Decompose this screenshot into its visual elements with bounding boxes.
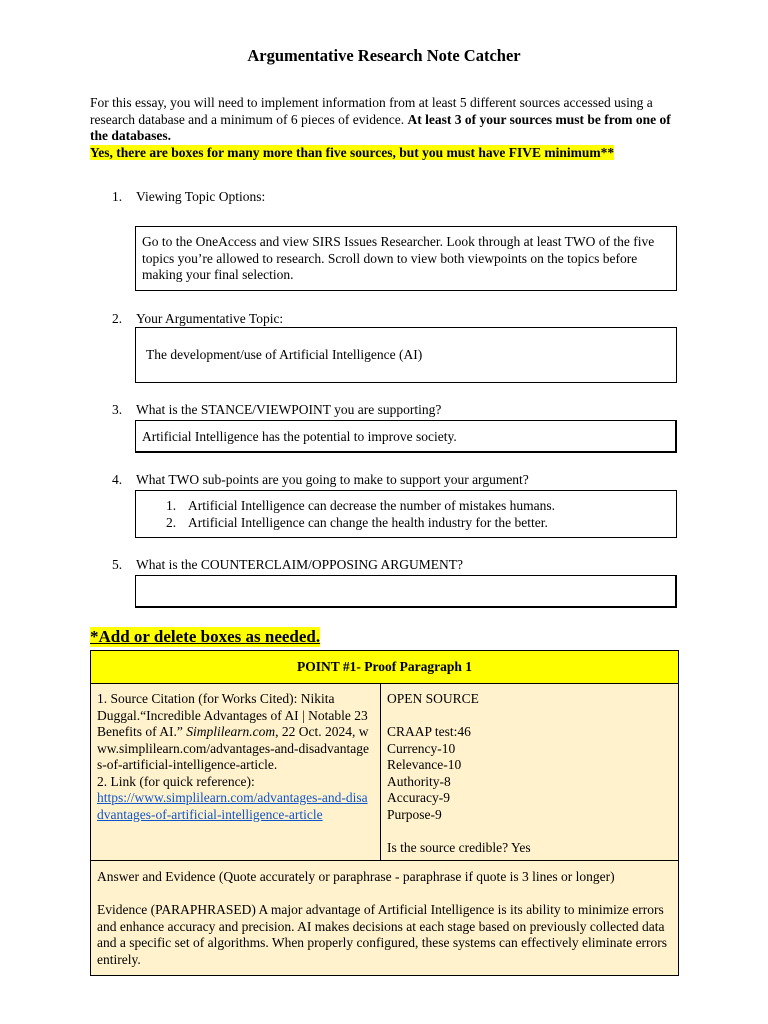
answer-box-5[interactable] <box>135 575 677 608</box>
citation-site: Simplilearn.com <box>186 724 276 739</box>
citation-suffix: , 22 Oct. 2024, www.simplilearn.com/advantages-and-disadvantages-of-artificial-intelligence-article. <box>97 724 370 772</box>
craap-accuracy: Accuracy-9 <box>387 790 450 805</box>
point-table <box>90 650 679 976</box>
question-4 <box>112 472 529 489</box>
citation-prefix: 1. Source Citation (for Works Cited): Nikita Duggal.“Incredible Advantages of AI | Notable 23 Benefits of AI.” <box>97 691 368 739</box>
evaluation-cell[interactable] <box>381 684 678 860</box>
intro-text: For this essay, you will need to implement information from at least 5 different sources accessed using a research database and a minimum of 6 pieces of evidence. <box>90 95 653 127</box>
question-label: Viewing Topic Options: <box>136 189 266 204</box>
craap-relevance: Relevance-10 <box>387 757 462 772</box>
answer-text: The development/use of Artificial Intelligence (AI) <box>146 347 423 362</box>
question-3 <box>112 402 441 419</box>
subpoint-text: Artificial Intelligence can change the health industry for the better. <box>188 514 548 530</box>
answer-text: Go to the OneAccess and view SIRS Issues Researcher. Look through at least TWO of the five topics you’re allowed to research. Scroll down to view both viewpoints on the topics before making your final selection. <box>142 234 655 282</box>
answer-box-1[interactable] <box>135 226 677 291</box>
craap-currency: Currency-10 <box>387 740 456 756</box>
question-label: What TWO sub-points are you going to make to support your argument? <box>136 472 529 487</box>
answer-box-3[interactable] <box>135 420 677 453</box>
intro-paragraph <box>90 95 680 161</box>
link-label: 2. Link (for quick reference): <box>97 773 255 789</box>
intro-bold-text: At least 3 of your sources must be from one of the databases. <box>90 111 671 143</box>
answer-box-2[interactable] <box>135 327 677 383</box>
question-number: 2. <box>112 311 123 326</box>
evidence-text: Evidence (PARAPHRASED) A major advantage of Artificial Intelligence is its ability to minimize errors and enhance accuracy and precision. AI makes decisions at each stage based on previously collected data and a specific set of algorithms. When properly configured, these systems can effectively eliminate errors entirely. <box>97 902 668 967</box>
question-number: 1. <box>112 189 123 204</box>
source-type: OPEN SOURCE <box>387 691 479 706</box>
question-number: 3. <box>112 402 123 417</box>
evidence-cell[interactable] <box>91 861 678 975</box>
subpoint-item <box>136 498 676 515</box>
point-table-header: POINT #1- Proof Paragraph 1 <box>91 651 678 684</box>
question-1 <box>112 189 265 206</box>
credibility-answer: Is the source credible? Yes <box>387 839 531 855</box>
subpoint-item <box>136 515 676 532</box>
craap-purpose: Purpose-9 <box>387 806 442 822</box>
craap-score: CRAAP test:46 <box>387 724 471 739</box>
answer-heading: Answer and Evidence (Quote accurately or paraphrase - paraphrase if quote is 3 lines or longer) <box>97 869 615 884</box>
subpoint-number: 1. <box>166 498 177 513</box>
answer-text: Artificial Intelligence has the potential to improve society. <box>142 429 457 444</box>
source-row <box>91 684 678 861</box>
question-label: What is the COUNTERCLAIM/OPPOSING ARGUMENT? <box>136 557 463 572</box>
subpoint-list <box>136 498 676 531</box>
page-title: Argumentative Research Note Catcher <box>247 46 521 65</box>
subpoint-text: Artificial Intelligence can decrease the number of mistakes humans. <box>188 498 555 513</box>
question-number: 5. <box>112 557 123 572</box>
add-boxes-note: *Add or delete boxes as needed. <box>90 627 321 646</box>
craap-authority: Authority-8 <box>387 773 451 789</box>
answer-box-4[interactable] <box>135 490 677 538</box>
question-2 <box>112 311 283 328</box>
source-link[interactable]: https://www.simplilearn.com/advantages-and-disadvantages-of-artificial-intelligence-article <box>97 790 368 822</box>
intro-highlight: Yes, there are boxes for many more than five sources, but you must have FIVE minimum** <box>90 144 615 160</box>
subpoint-number: 2. <box>166 514 177 530</box>
question-label: Your Argumentative Topic: <box>136 311 284 326</box>
question-5 <box>112 557 463 574</box>
question-label: What is the STANCE/VIEWPOINT you are supporting? <box>136 402 442 417</box>
citation-cell[interactable] <box>91 684 381 860</box>
question-number: 4. <box>112 472 123 487</box>
